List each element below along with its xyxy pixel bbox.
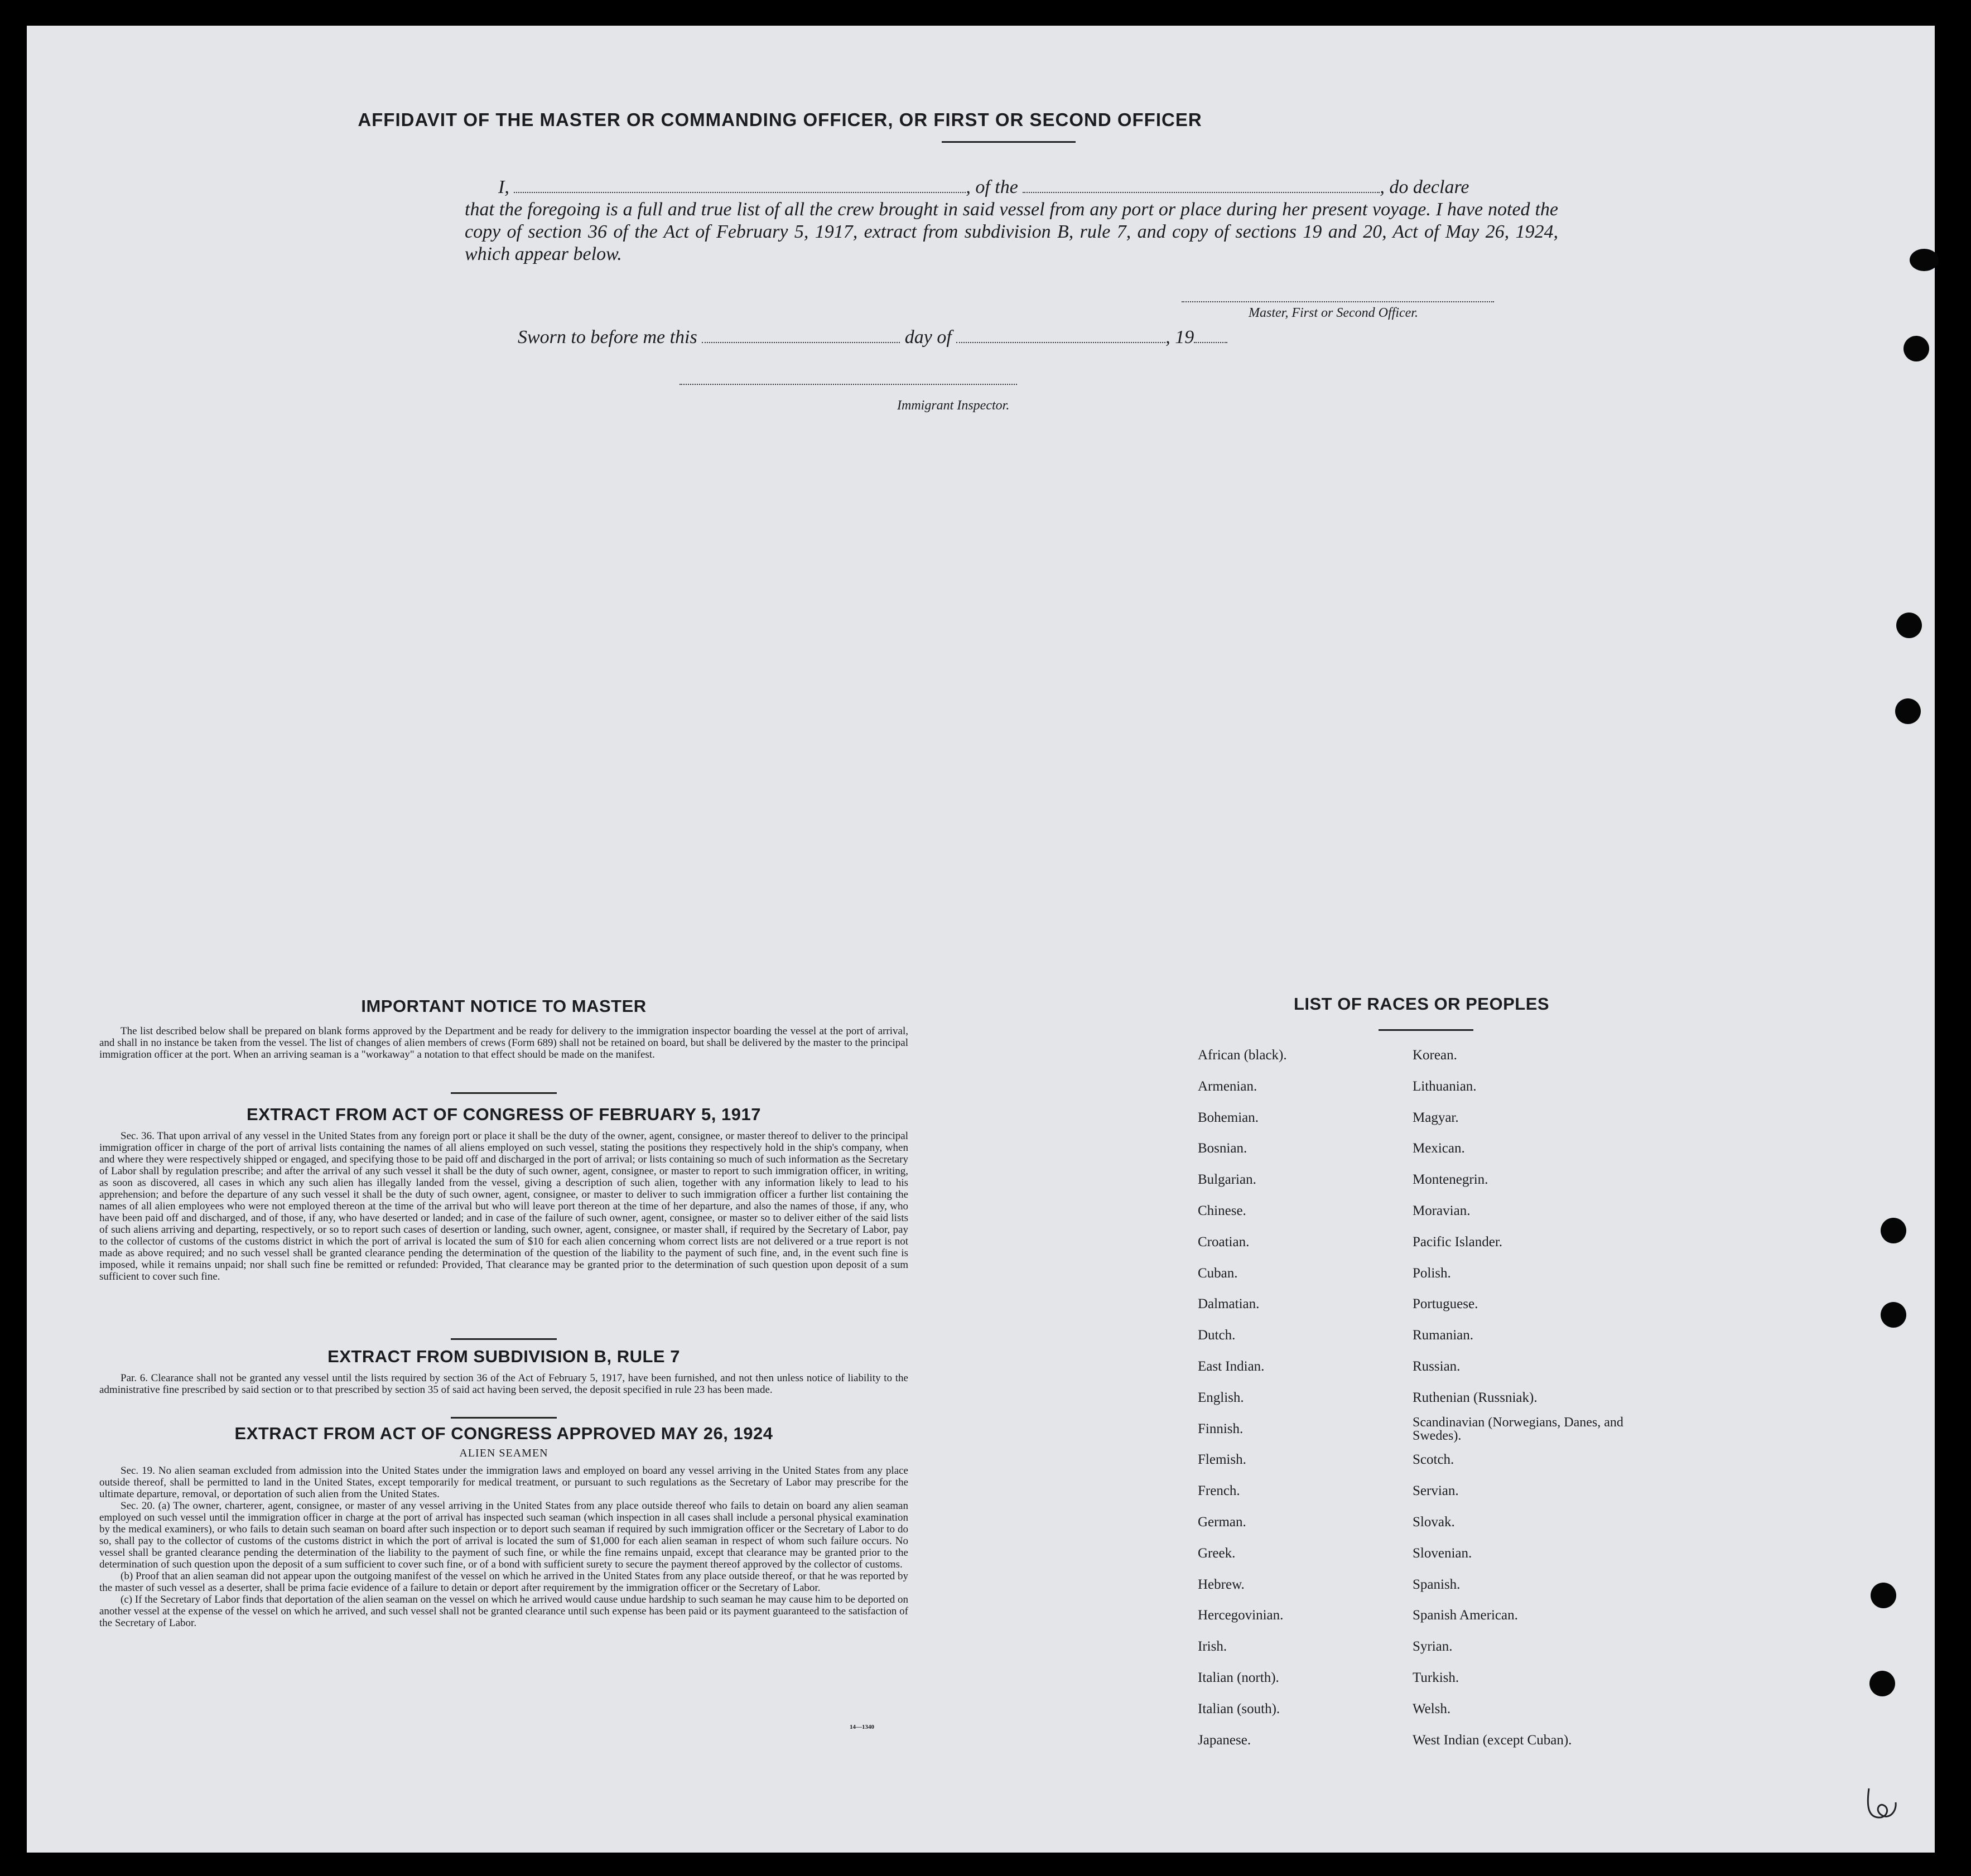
race-item: Greek. [1198, 1545, 1236, 1561]
divider [451, 1417, 557, 1419]
form-number: 14—1340 [850, 1724, 874, 1730]
race-item: Bohemian. [1198, 1110, 1259, 1125]
sworn-year-field[interactable] [1194, 330, 1227, 343]
race-item: Welsh. [1413, 1701, 1451, 1716]
affidavit-title: AFFIDAVIT OF THE MASTER OR COMMANDING OFFICER, OR FIRST OR SECOND OFFICER [358, 109, 1202, 130]
race-item: Bulgarian. [1198, 1172, 1256, 1188]
race-item: Irish. [1198, 1639, 1227, 1655]
section-36-paragraph: Sec. 36. That upon arrival of any vessel in the United States from any foreign port or place it shall be the duty of the owner, agent, consignee, or master thereof to deliver to the principal immigration officer in charge of the port of arrival lists containing the names of all aliens employed on such vessel, stating the positions they respectively hold in the ship's company, when and where they were respectively shipped or engaged, and specifying those to be paid off and discharged in the port of arrival; or lists containing so much of such information as the Secretary of Labor shall by regulation prescribe; and after the arrival of any such vessel it shall be the duty of such owner, agent, consignee, or master to report to such immigration officer, in writing, as soon as discovered, all cases in which any such alien has illegally landed from the vessel, giving a description of such alien, together with any information likely to lead to his apprehension; and before the departure of any such vessel it shall be the duty of such owner, agent, consignee, or master to deliver to such immigration officer a further list containing the names of all alien employees who were not employed thereon at the time of the arrival but who will leave port thereon at the time of her departure, and also the names of those, if any, who have been paid off and discharged, and of those, if any, who have deserted or landed; and in case of the failure of such owner, agent, consignee, or master so to deliver either of the said lists of such aliens arriving and departing, respectively, or so to report such cases of desertion or landing, such owner, agent, consignee, or master shall, if required by the Secretary of Labor, pay to the collector of customs of the customs district in which the port of arrival is located the sum of $10 for each alien concerning whom correct lists are not delivered or a true report is not made as above required; and no such vessel shall be granted clearance pending the determination of the question of the liability to the payment of such fine, and, in the event such fine is imposed, while it remains unpaid; nor shall such fine be remitted or refunded: Provided, That clearance may be granted prior to the determination of such question upon deposit of a sum sufficient to cover such fine. [99, 1130, 908, 1282]
divider [451, 1092, 557, 1094]
affidavit-line-1 [498, 176, 1558, 199]
race-item: Montenegrin. [1413, 1172, 1488, 1188]
race-item: Spanish American. [1413, 1608, 1518, 1623]
race-item: African (black). [1198, 1048, 1287, 1063]
race-item: French. [1198, 1483, 1240, 1499]
race-item: Rumanian. [1413, 1328, 1474, 1343]
extract-1924-body [99, 1465, 908, 1629]
race-item: Bosnian. [1198, 1141, 1247, 1156]
affidavit-text: that the foregoing is a full and true list of all the crew brought in said vessel from any port or place during her present voyage. I have noted the copy of section 36 of the Act of February 5, 1917, extract from subdivision B, rule 7, and copy of sections 19 and 20, Act of May 26, 1924, which appear below. [465, 199, 1558, 264]
race-item: Slovenian. [1413, 1545, 1472, 1561]
race-item: Pacific Islander. [1413, 1234, 1503, 1250]
race-item: Italian (north). [1198, 1670, 1279, 1685]
race-item: Cuban. [1198, 1265, 1238, 1281]
race-item: West Indian (except Cuban). [1413, 1732, 1572, 1748]
year-label: , 19 [1165, 327, 1194, 348]
races-divider [1379, 1029, 1473, 1031]
race-item: Mexican. [1413, 1141, 1465, 1156]
sworn-month-field[interactable] [956, 330, 1165, 343]
notice-title: IMPORTANT NOTICE TO MASTER [361, 996, 647, 1016]
punch-hole [1910, 249, 1939, 271]
punch-hole [1881, 1302, 1906, 1328]
sec-20a-paragraph: Sec. 20. (a) The owner, charterer, agent, consignee, or master of any vessel arriving in the United States from any place outside thereof who fails to detain on board any alien seaman employed on such vessel until the immigration officer in charge at the port of arrival has inspected such seaman (which inspection in all cases shall include a personal physical examination by the medical examiners), or who fails to detain such seaman on board after such inspection or to deport such seaman if required by such immigration officer or the Secretary of Labor to do so, shall pay to the collector of customs of the customs district in which the port of arrival is located the sum of $1,000 for each alien seaman in respect of whom such failure occurs. No vessel shall be granted clearance pending the determination of the liability to the payment of such fine, or while the fine remains unpaid, except that clearance may be granted prior to the determination of such question upon the deposit of a sum sufficient to cover such fine, or of a bond with sufficient surety to secure the payment thereof approved by the collector of customs. [99, 1500, 908, 1570]
race-item: Finnish. [1198, 1421, 1244, 1436]
punch-hole [1881, 1218, 1906, 1243]
extract-1917-title: EXTRACT FROM ACT OF CONGRESS OF FEBRUARY 5, 1917 [247, 1105, 761, 1124]
race-item: Spanish. [1413, 1576, 1461, 1592]
race-item: Korean. [1413, 1048, 1457, 1063]
name-field[interactable] [514, 180, 966, 193]
punch-hole [1896, 613, 1922, 638]
notice-body [99, 1025, 908, 1060]
affidavit-declare-label: , do declare [1380, 177, 1469, 197]
race-item: Moravian. [1413, 1203, 1471, 1218]
inspector-caption: Immigrant Inspector. [897, 398, 1010, 413]
sworn-label: Sworn to before me this [518, 327, 702, 348]
race-item: Hebrew. [1198, 1576, 1245, 1592]
race-item: Russian. [1413, 1359, 1461, 1374]
race-item: Armenian. [1198, 1078, 1257, 1094]
race-item: Hercegovinian. [1198, 1608, 1284, 1623]
divider [451, 1338, 557, 1340]
master-caption: Master, First or Second Officer. [1249, 306, 1418, 320]
race-item: Scandinavian (Norwegians, Danes, and Swedes). [1413, 1415, 1623, 1443]
affidavit-body [465, 176, 1558, 266]
race-item: Polish. [1413, 1265, 1451, 1281]
race-item: Magyar. [1413, 1110, 1459, 1125]
race-item: Croatian. [1198, 1234, 1250, 1250]
race-item: Chinese. [1198, 1203, 1246, 1218]
master-signature-line[interactable] [1182, 301, 1494, 302]
punch-hole [1895, 698, 1921, 724]
extract-rule7-title: EXTRACT FROM SUBDIVISION B, RULE 7 [327, 1347, 680, 1366]
race-item: Scotch. [1413, 1452, 1454, 1468]
race-item: German. [1198, 1515, 1246, 1530]
sec-20b-paragraph: (b) Proof that an alien seaman did not appear upon the outgoing manifest of the vessel on which he arrived in the United States from any place outside thereof, or that he was reported by the master of such vessel as a deserter, shall be prima facie evidence of a failure to detain or deport after requirement by the immigration officer or the Secretary of Labor. [99, 1570, 908, 1594]
punch-hole [1903, 336, 1929, 361]
sworn-line [518, 327, 1227, 348]
sec-20c-paragraph: (c) If the Secretary of Labor finds that deportation of the alien seaman on the vessel on which he arrived would cause undue hardship to such seaman he may cause him to be deported on another vessel at the expense of the vessel on which he arrived, and such vessel shall not be granted clearance until such expense has been paid or its payment guaranteed to the satisfaction of the Secretary of Labor. [99, 1594, 908, 1629]
race-item: Italian (south). [1198, 1701, 1280, 1716]
race-item: Ruthenian (Russniak). [1413, 1390, 1538, 1405]
race-item: Portuguese. [1413, 1296, 1478, 1312]
race-item: Dalmatian. [1198, 1296, 1260, 1312]
race-item: Dutch. [1198, 1328, 1236, 1343]
sworn-date-field[interactable] [702, 330, 900, 343]
title-divider [942, 141, 1076, 143]
handwritten-mark-icon [1862, 1777, 1907, 1827]
punch-hole [1871, 1583, 1896, 1608]
extract-1924-title: EXTRACT FROM ACT OF CONGRESS APPROVED MAY 26, 1924 [234, 1424, 773, 1443]
race-item: East Indian. [1198, 1359, 1265, 1374]
race-item: Slovak. [1413, 1515, 1455, 1530]
sec-19-paragraph: Sec. 19. No alien seaman excluded from admission into the United States under the immigration laws and employed on board any vessel arriving in the United States from any place outside thereof, shall be permitted to land in the United States, except temporarily for medical treatment, or pursuant to such regulations as the Secretary of Labor may prescribe for the ultimate departure, removal, or deportation of such alien from the United States. [99, 1465, 908, 1500]
extract-1917-body [99, 1130, 908, 1282]
inspector-signature-line[interactable] [680, 384, 1017, 385]
races-title: LIST OF RACES OR PEOPLES [1293, 994, 1550, 1014]
day-of-label: day of [900, 327, 957, 348]
race-item: Servian. [1413, 1483, 1459, 1499]
affidavit-of-label: , of the [966, 177, 1023, 197]
race-item: Japanese. [1198, 1732, 1251, 1748]
notice-paragraph: The list described below shall be prepared on blank forms approved by the Department and be ready for delivery to the immigration inspector boarding the vessel at the port of arrival, and shall in no instance be taken from the vessel. The list of changes of alien members of crews (Form 689) shall not be retained on board, but shall be delivered by the master to the principal immigration officer at the port. When an arriving seaman is a "workaway" a notation to that effect should be made on the manifest. [99, 1025, 908, 1060]
affidavit-i-label: I, [498, 177, 514, 197]
race-item: Syrian. [1413, 1639, 1453, 1655]
extract-rule7-body [99, 1372, 908, 1396]
vessel-field[interactable] [1023, 180, 1380, 193]
race-item: Flemish. [1198, 1452, 1246, 1468]
race-item: Lithuanian. [1413, 1078, 1477, 1094]
form-page [27, 26, 1935, 1853]
punch-hole [1869, 1671, 1895, 1696]
par-6-paragraph: Par. 6. Clearance shall not be granted any vessel until the lists required by section 36 of the Act of February 5, 1917, have been furnished, and not then unless notice of liability to the administrative fine prescribed by said section or to that prescribed by section 35 of said act having been served, the deposit specified in rule 23 has been made. [99, 1372, 908, 1396]
race-item: English. [1198, 1390, 1244, 1405]
race-item: Turkish. [1413, 1670, 1459, 1685]
alien-seamen-heading: ALIEN SEAMEN [459, 1447, 548, 1459]
